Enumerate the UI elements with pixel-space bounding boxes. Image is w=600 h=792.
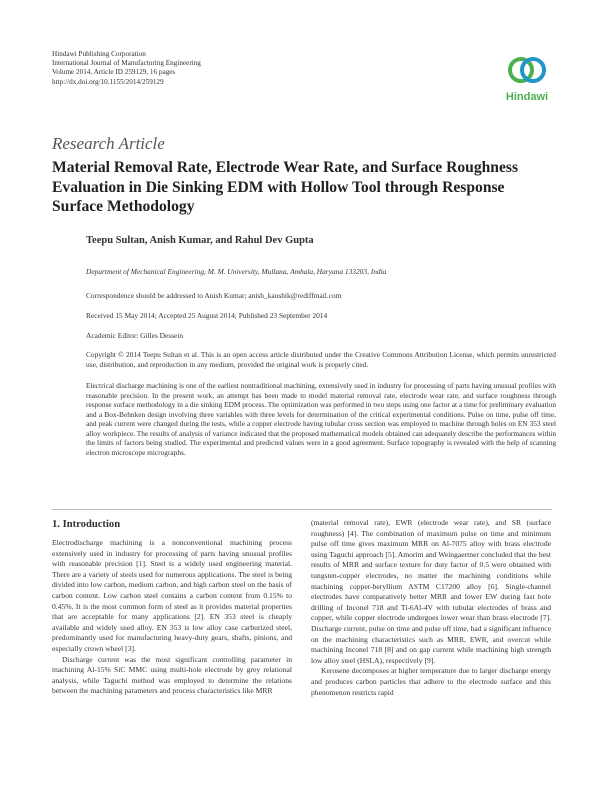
doi-link[interactable]: http://dx.doi.org/10.1155/2014/259129 xyxy=(52,77,164,86)
correspondence: Correspondence should be addressed to Anish Kumar; anish_kaushik@rediffmail.com xyxy=(86,291,342,300)
volume-line: Volume 2014, Article ID 259129, 16 pages xyxy=(52,68,176,77)
publisher-line: Hindawi Publishing Corporation xyxy=(52,50,146,58)
section-heading: 1. Introduction xyxy=(52,519,121,530)
abstract: Electrical discharge machining is one of the earliest nontraditional machining, extensively used in industry for processing of parts having unusual profiles with reasonable precision. In the present work, an attempt has been made to model material removal rate, electrode wear rate, and surface roughness through response surface methodology in a die sinking EDM process. The optimization was performed in two steps using one factor at a time for preliminary evaluation and a Box-Behnken design involving three variables with three levels for determination of the critical experimental conditions. Pulse on time, pulse off time, and peak current were changed during the tests, while a copper electrode having tubular cross section was employed to machine through holes on EN 353 steel alloy workpiece. The results of analysis of variance indicated that the proposed mathematical models obtained can adequately describe the performances within the limits of factors being studied. The experimental and predicted values were in a good agreement. Surface topography is revealed with the help of scanning electron microscope micrographs. xyxy=(86,381,556,457)
paragraph: Electrodischarge machining is a nonconventional machining process extensively used in industry for processing of parts having unusual profiles with reasonable precision [1]. Steel is a widely used engineering material. There are a variety of steels used for numerous applications. The steel is being divided into low carbon, medium carbon, and high carbon steel on the basis of carbon content. Low carbon steel contains a carbon content from 0.15% to 0.45%. It is the most common form of steel as it provides material properties that are acceptable for many applications [2]. EN 353 steel is cheaply available and widely used alloy. EN 353 is low alloy case carburized steel, predominantly used for manufacturing heavy-duty gears, shafts, pinions, and especially crown wheel [3]. xyxy=(52,538,292,653)
divider xyxy=(52,509,552,510)
journal-header xyxy=(52,50,201,87)
journal-name: International Journal of Manufacturing Engineering xyxy=(52,59,201,68)
article-type: Research Article xyxy=(52,134,165,153)
body-column-right xyxy=(311,518,551,698)
body-column-left xyxy=(52,538,292,697)
dates: Received 15 May 2014; Accepted 25 August 2014; Published 23 September 2014 xyxy=(86,311,328,320)
logo-text: Hindawi xyxy=(505,91,549,103)
paragraph: (material removal rate), EWR (electrode wear rate), and SR (surface roughness) [4]. The combination of maximum pulse on time and minimum pulse off time gives maximum MRR on Al-7075 alloy with brass electrode using Taguchi approach [5]. Amorim and Weingaertner concluded that the best results of MRR and surface texture for duty factor of 0.5 were obtained with tungsten-copper electrodes, no matter the machining conditions while machining copper-beryllium ASTM C17200 alloy [6]. Single-channel electrodes have comparatively better MRR and lower EW during fast hole drilling of Inconel 718 and Ti-6Al-4V with tubular electrodes of brass and copper, while copper electrode undergoes lower wear than brass electrode [7]. Discharge current, pulse on time and pulse off time, had a significant influence on the machining characteristics such as MRR, EWR, and overcut while machining Inconel 718 [8] and on gap current while machining high strength low alloy steel (HSLA), respectively [9]. xyxy=(311,518,551,665)
paragraph: Discharge current was the most significant controlling parameter in machining Al-15% SiC MMC using multi-hole electrode by grey relational analysis, while Taguchi method was employed to determine the relations between the machining parameters and process characteristics like MRR xyxy=(52,654,292,696)
affiliation: Department of Mechanical Engineering, M. M. University, Mullana, Ambala, Haryana 133203, India xyxy=(86,267,387,276)
authors: Teepu Sultan, Anish Kumar, and Rahul Dev Gupta xyxy=(86,235,314,246)
article-title: Material Removal Rate, Electrode Wear Rate, and Surface Roughness Evaluation in Die Sinking EDM with Hollow Tool through Response Surface Methodology xyxy=(52,159,519,215)
academic-editor: Academic Editor: Gilles Dessein xyxy=(86,331,184,340)
copyright: Copyright © 2014 Teepu Sultan et al. This is an open access article distributed under the Creative Commons Attribution License, which permits unrestricted use, distribution, and reproduction in any medium, provided the original work is properly cited. xyxy=(86,350,556,369)
paragraph: Kerosene decomposes at higher temperature due to larger discharge energy and produces carbon particles that adhere to the electrode surface and this phenomenon restricts rapid xyxy=(311,666,551,697)
